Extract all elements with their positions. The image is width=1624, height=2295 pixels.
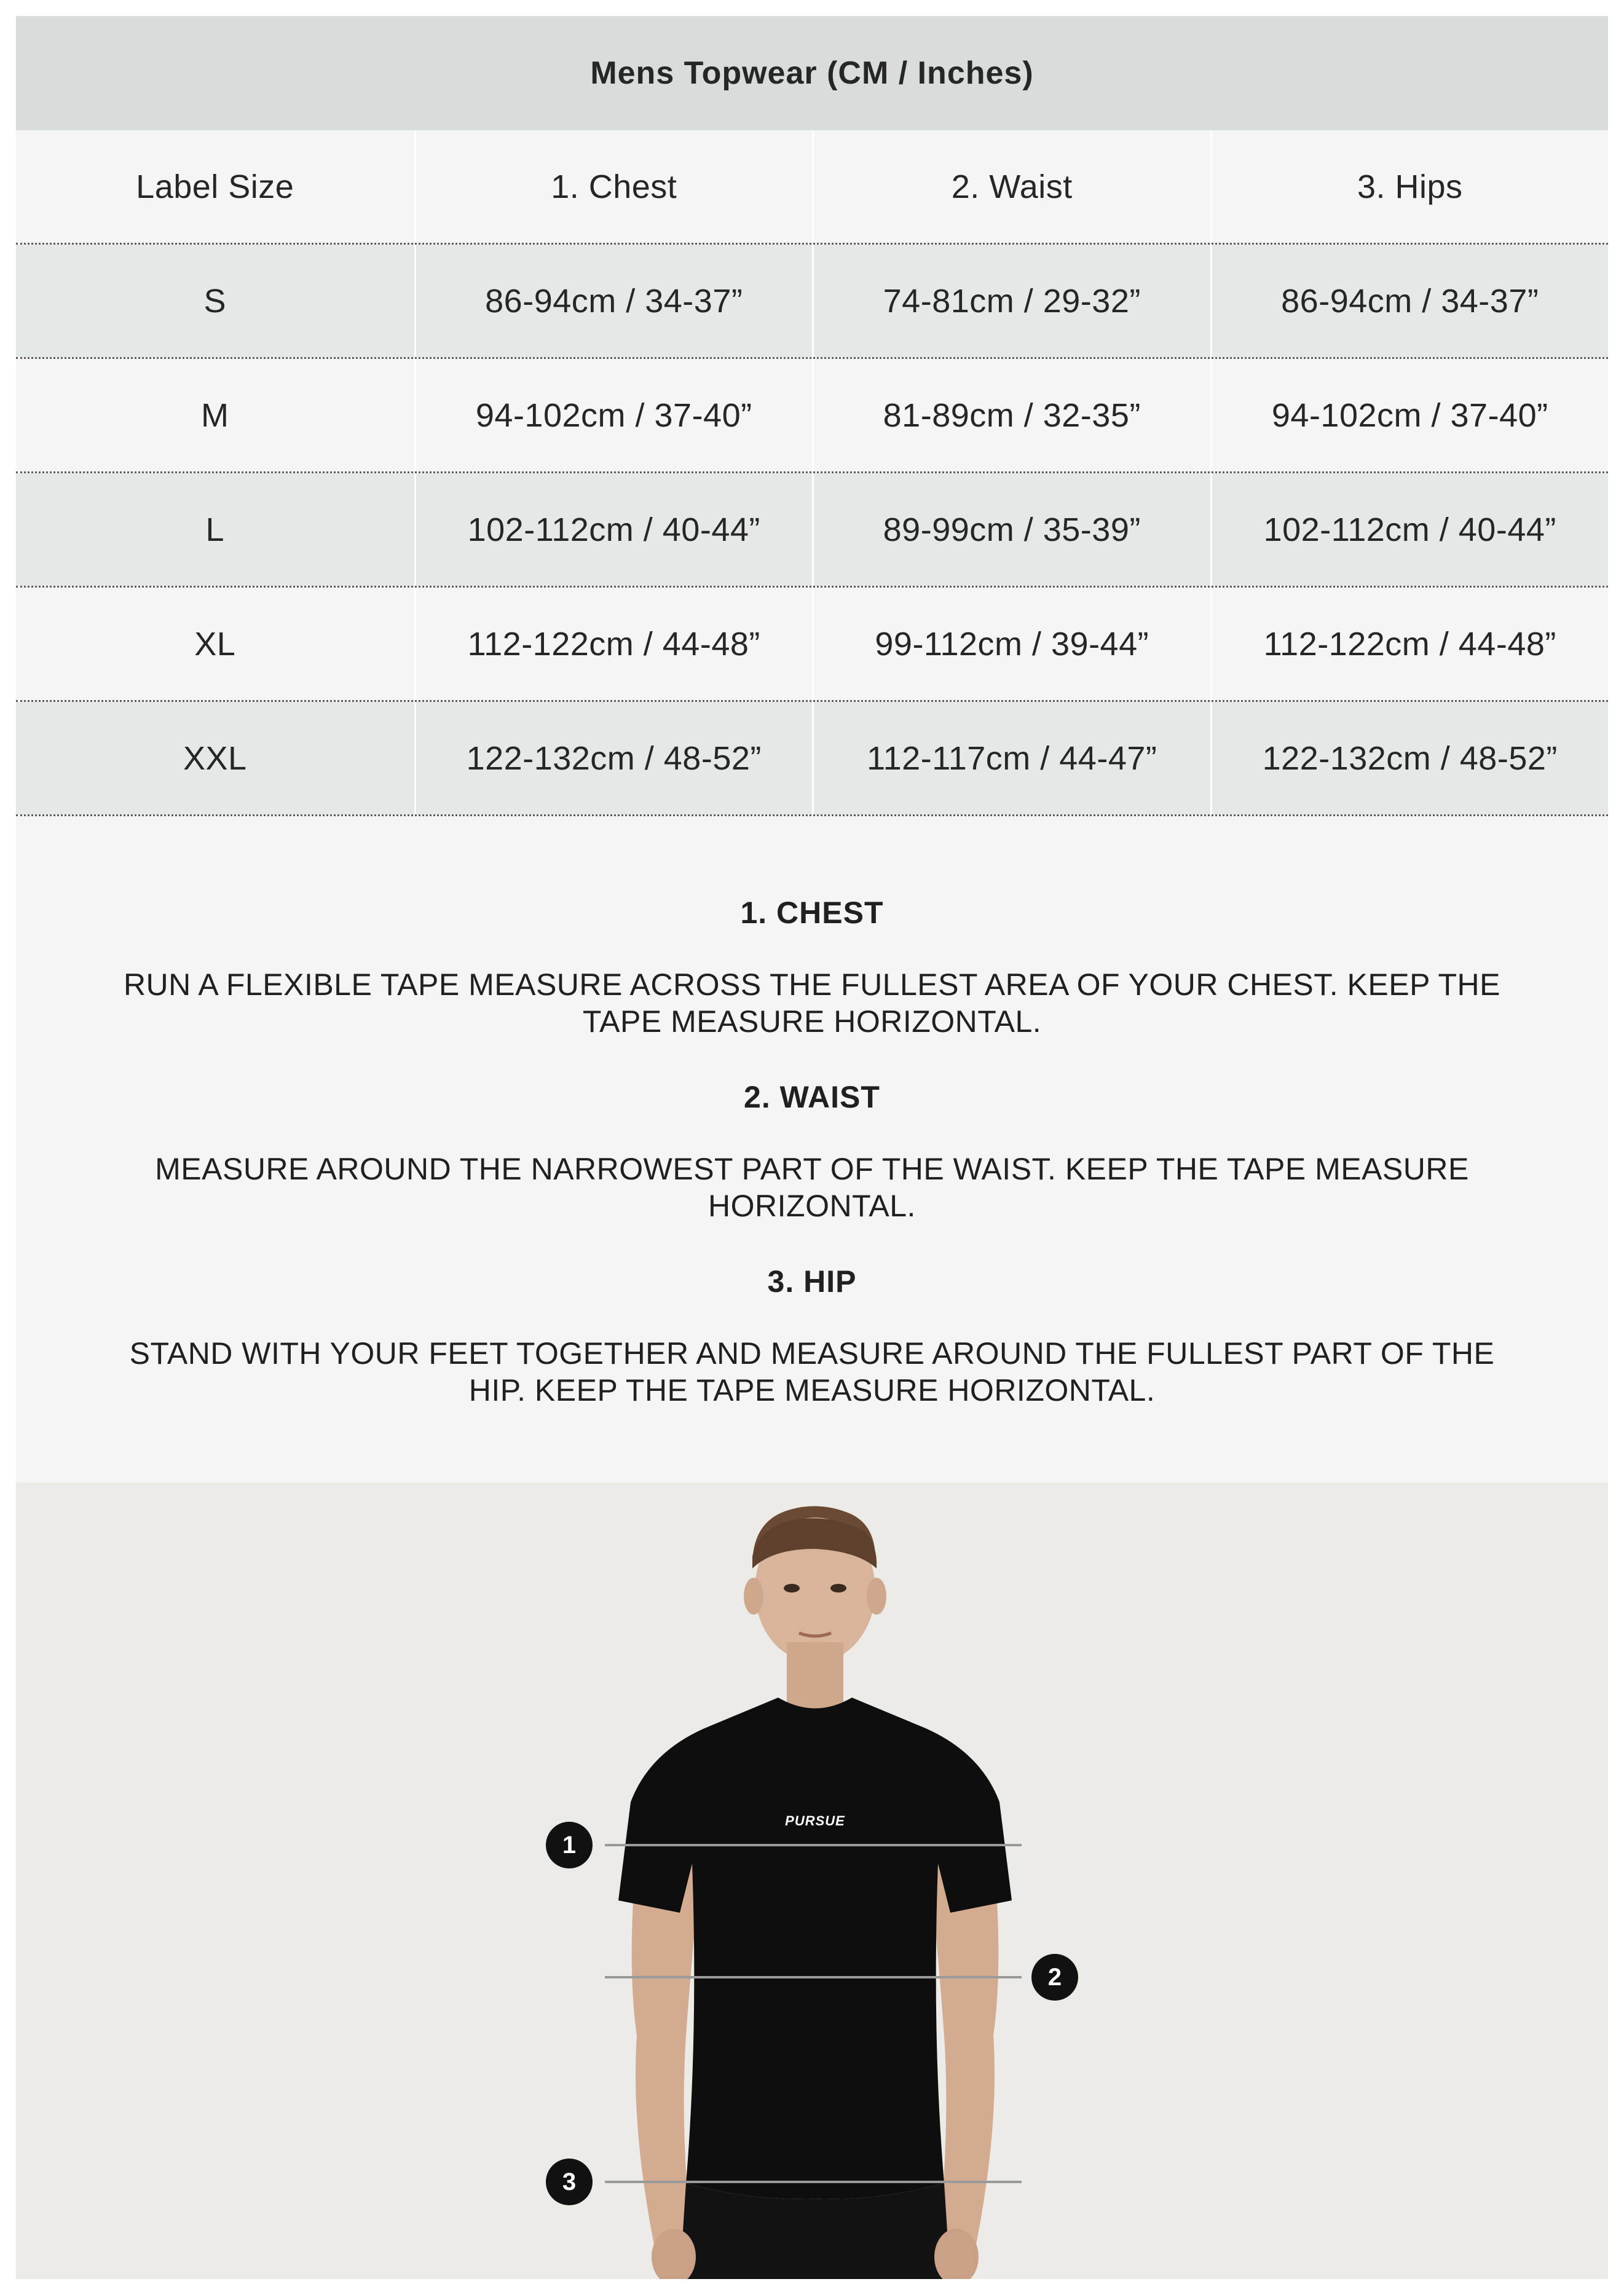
column-header: 1. Chest bbox=[414, 130, 813, 243]
table-header-row bbox=[16, 130, 1608, 245]
waist-instruction-text: MEASURE AROUND THE NARROWEST PART OF THE WAIST. KEEP THE TAPE MEASURE HORIZONTAL. bbox=[155, 1152, 1469, 1223]
chest-marker: 1 bbox=[546, 1822, 593, 1868]
table-row bbox=[16, 359, 1608, 473]
hips-value: 122-132cm / 48-52” bbox=[1210, 702, 1609, 814]
chest-value: 94-102cm / 37-40” bbox=[414, 359, 813, 471]
size-label: L bbox=[16, 473, 414, 586]
hips-value: 112-122cm / 44-48” bbox=[1210, 588, 1609, 700]
size-label: M bbox=[16, 359, 414, 471]
hips-value: 86-94cm / 34-37” bbox=[1210, 245, 1609, 357]
waist-value: 89-99cm / 35-39” bbox=[812, 473, 1210, 586]
waist-marker: 2 bbox=[1031, 1954, 1078, 2001]
table-row bbox=[16, 702, 1608, 816]
table-row bbox=[16, 473, 1608, 588]
column-header: 2. Waist bbox=[812, 130, 1210, 243]
chest-value: 112-122cm / 44-48” bbox=[414, 588, 813, 700]
column-header: Label Size bbox=[16, 130, 414, 243]
column-header: 3. Hips bbox=[1210, 130, 1609, 243]
hip-marker: 3 bbox=[546, 2159, 593, 2205]
measuring-instructions bbox=[16, 833, 1608, 1497]
hip-instruction-text: STAND WITH YOUR FEET TOGETHER AND MEASURE AROUND THE FULLEST PART OF THE HIP. KEEP THE TAPE MEASURE HORIZONTAL. bbox=[129, 1336, 1495, 1407]
table-row bbox=[16, 245, 1608, 359]
size-label: S bbox=[16, 245, 414, 357]
model-illustration bbox=[16, 1482, 1608, 2279]
chest-value: 86-94cm / 34-37” bbox=[414, 245, 813, 357]
hips-value: 102-112cm / 40-44” bbox=[1210, 473, 1609, 586]
hip-instruction-title: 3. HIP bbox=[767, 1264, 857, 1299]
waist-value: 81-89cm / 32-35” bbox=[812, 359, 1210, 471]
page-title: Mens Topwear (CM / Inches) bbox=[16, 16, 1608, 130]
size-label: XL bbox=[16, 588, 414, 700]
model-neck bbox=[787, 1642, 843, 1710]
chest-instruction-text: RUN A FLEXIBLE TAPE MEASURE ACROSS THE FULLEST AREA OF YOUR CHEST. KEEP THE TAPE MEASURE HORIZONTAL. bbox=[123, 967, 1501, 1039]
waist-value: 74-81cm / 29-32” bbox=[812, 245, 1210, 357]
size-table bbox=[16, 130, 1608, 816]
waist-value: 99-112cm / 39-44” bbox=[812, 588, 1210, 700]
chest-value: 102-112cm / 40-44” bbox=[414, 473, 813, 586]
waist-value: 112-117cm / 44-47” bbox=[812, 702, 1210, 814]
table-row bbox=[16, 588, 1608, 702]
size-label: XXL bbox=[16, 702, 414, 814]
shirt-logo: PURSUE bbox=[785, 1813, 845, 1829]
chest-value: 122-132cm / 48-52” bbox=[414, 702, 813, 814]
hips-value: 94-102cm / 37-40” bbox=[1210, 359, 1609, 471]
size-guide-page bbox=[16, 16, 1608, 2279]
measurement-figure bbox=[16, 1482, 1608, 2279]
chest-instruction-title: 1. CHEST bbox=[740, 896, 884, 930]
waist-instruction-title: 2. WAIST bbox=[744, 1080, 880, 1114]
